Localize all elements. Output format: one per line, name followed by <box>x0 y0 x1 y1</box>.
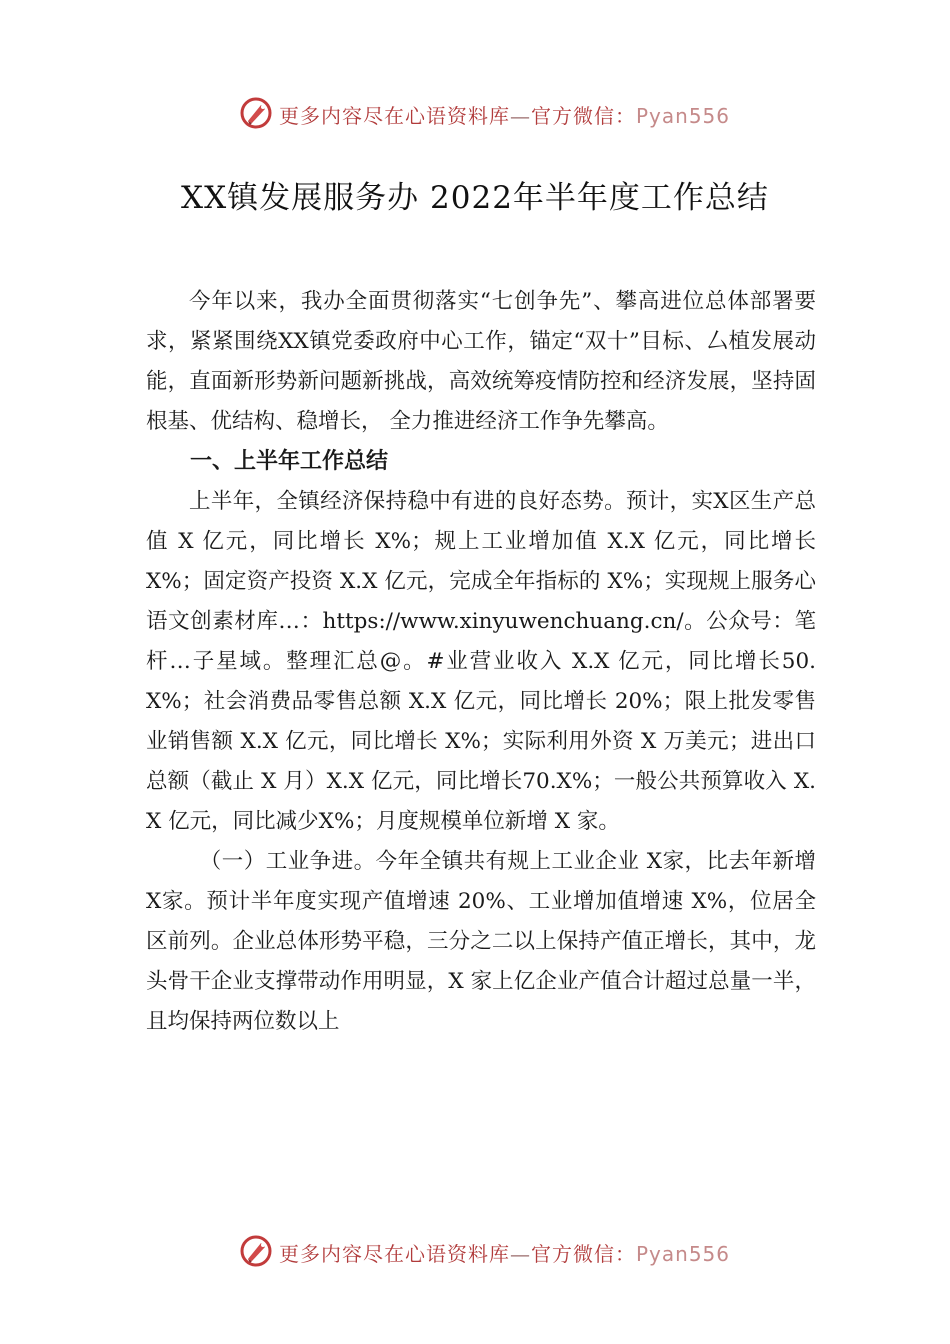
footer-banner-text <box>279 1238 730 1267</box>
banner-separator: — <box>510 1242 531 1266</box>
banner-wechat-label: 官方微信： <box>531 1242 636 1266</box>
pen-nib-seal-logo-icon <box>239 96 273 130</box>
banner-wechat-id: Pyan556 <box>636 104 731 128</box>
banner-separator: — <box>510 104 531 128</box>
summary-paragraph: 上半年，全镇经济保持稳中有进的良好态势。预计，实X区生产总值 X 亿元，同比增长 X%；规上工业增加值 X.X 亿元，同比增长 X%；固定资产投资 X.X 亿元，完成全年指标的 X%；实现规上服务心语文创素材库…：https://www.xinyuwenchuang.cn/。公众号：笔杆…子星域。整理汇总@。#业营业收入 X.X 亿元，同比增长50.X%；社会消费品零售总额 X.X 亿元，同比增长 20%；限上批发零售业销售额 X.X 亿元，同比增长 X%；实际利用外资 X 万美元；进出口总额（截止 X 月）X.X 亿元，同比增长70.X%；一般公共预算收入 X.X 亿元，同比减少X%；月度规模单位新增 X 家。 <box>146 489 816 834</box>
pen-nib-seal-logo-icon <box>239 1234 273 1268</box>
banner-slogan: 更多内容尽在心语资料库 <box>279 1242 510 1266</box>
intro-paragraph: 今年以来，我办全面贯彻落实“七创争先”、攀高进位总体部署要求，紧紧围绕XX镇党委政府中心工作，锚定“双十”目标、厶植发展动能，直面新形势新问题新挑战，高效统筹疫情防控和经济发展，坚持固根基、优结构、稳增长， 全力推进经济工作争先攀高。 <box>146 289 816 434</box>
document-title: XX镇发展服务办 2022年半年度工作总结 <box>181 180 769 216</box>
document-body <box>146 282 816 1042</box>
section-heading: 一、上半年工作总结 <box>190 449 389 474</box>
banner-slogan: 更多内容尽在心语资料库 <box>279 104 510 128</box>
footer-banner <box>0 1232 950 1272</box>
header-banner <box>0 94 950 134</box>
banner-wechat-label: 官方微信： <box>531 104 636 128</box>
header-banner-text <box>279 100 730 129</box>
industry-paragraph: （一）工业争进。今年全镇共有规上工业企业 X家，比去年新增 X家。预计半年度实现产值增速 20%、工业增加值增速 X%，位居全区前列。企业总体形势平稳，三分之二以上保持产值正增长，其中，龙头骨干企业支撑带动作用明显，X 家上亿企业产值合计超过总量一半，且均保持两位数以上 <box>146 849 816 1034</box>
banner-wechat-id: Pyan556 <box>636 1242 731 1266</box>
